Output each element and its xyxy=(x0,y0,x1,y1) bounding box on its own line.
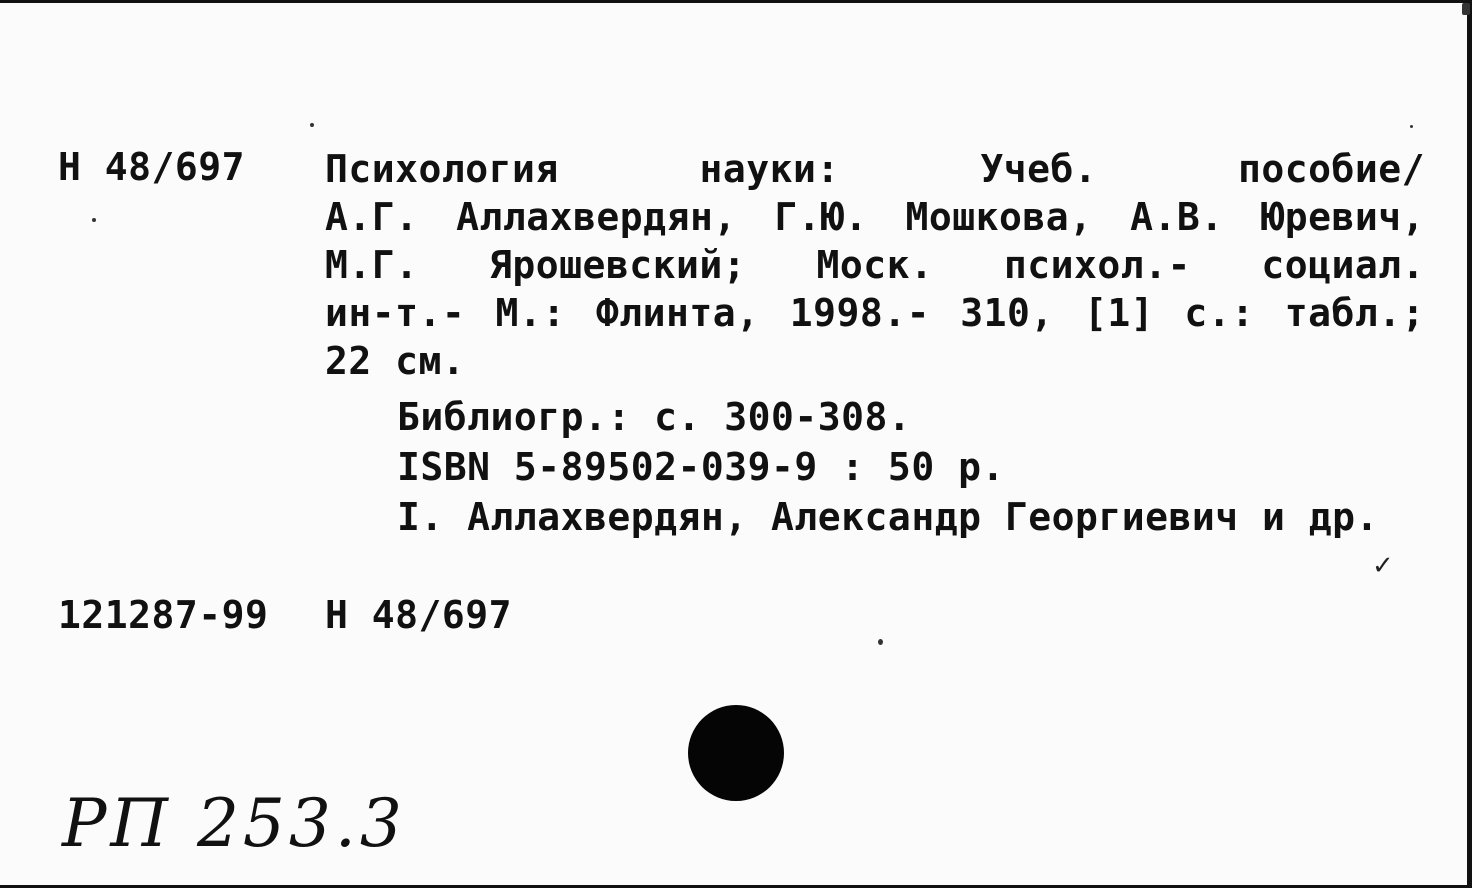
scan-speck xyxy=(310,123,314,127)
handwritten-code: РП 253.3 xyxy=(62,785,406,862)
accession-number: 121287-99 xyxy=(58,593,269,637)
entry-line: 22 см. xyxy=(325,339,466,383)
check-mark-icon: ✓ xyxy=(1372,551,1394,581)
shelf-reference: Н 48/697 xyxy=(325,593,513,637)
entry-line: А.Г. Аллахвердян, Г.Ю. Мошкова, А.В. Юревич, xyxy=(325,195,1425,239)
scan-speck xyxy=(92,218,96,222)
entry-line: Психология науки: Учеб. пособие/ xyxy=(325,147,1425,191)
scan-speck xyxy=(1462,3,1470,15)
punch-hole xyxy=(688,705,784,801)
entry-line: М.Г. Ярошевский; Моск. психол.- социал. xyxy=(325,243,1425,287)
scan-speck xyxy=(878,639,883,645)
scan-speck xyxy=(1410,125,1413,128)
bibliography-note: Библиогр.: с. 300-308. xyxy=(397,395,912,439)
entry-line: ин-т.- М.: Флинта, 1998.- 310, [1] с.: табл.; xyxy=(325,291,1425,335)
added-entry-note: I. Аллахвердян, Александр Георгиевич и др. xyxy=(397,495,1379,539)
call-number: Н 48/697 xyxy=(58,145,246,189)
isbn-price-note: ISBN 5-89502-039-9 : 50 р. xyxy=(397,445,1005,489)
